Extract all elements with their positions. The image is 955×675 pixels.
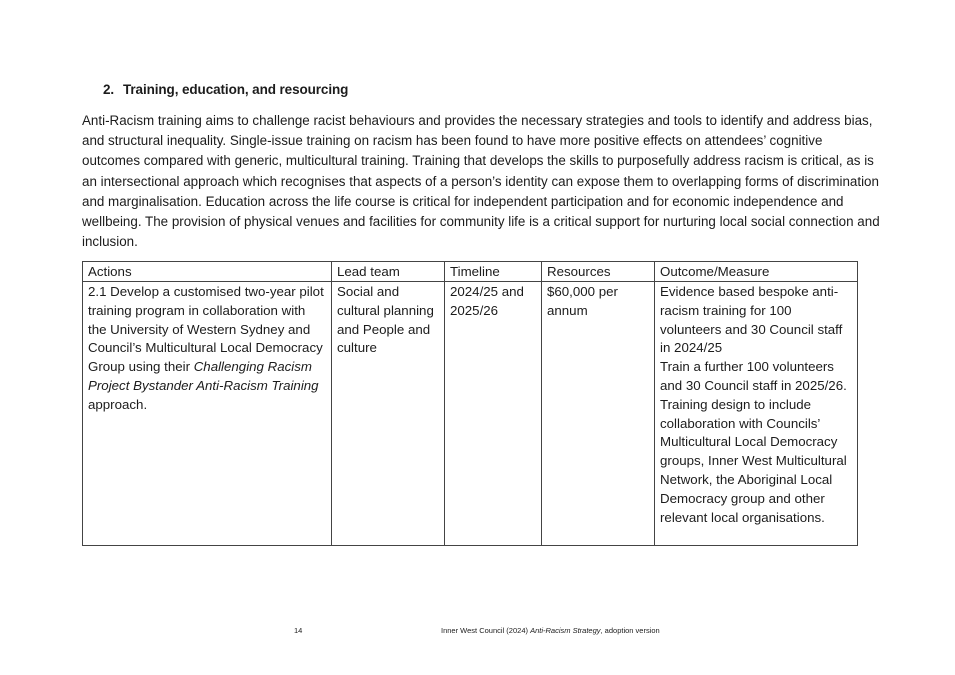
table-header-row <box>83 262 858 282</box>
intro-paragraph: Anti-Racism training aims to challenge racist behaviours and provides the necessary strategies and tools to identify and address bias, and structural inequality. Single-issue training on racism has been found to have more positive effects on attendees’ cognitive outcomes compared with generic, multicultural training. Training that develops the skills to purposefully address racism is critical, as is an intersectional approach which recognises that aspects of a person’s identity can expose them to overlapping forms of discrimination and marginalisation. Education across the life course is critical for independent participation and for economic independence and wellbeing. The provision of physical venues and facilities for community life is a critical support for nurturing local social connection and inclusion. <box>82 113 880 250</box>
cell-timeline: 2024/25 and 2025/26 <box>445 282 542 546</box>
cell-outcome <box>655 282 858 546</box>
header-lead-team: Lead team <box>332 262 445 282</box>
section-number: 2. <box>103 82 115 97</box>
action-program-name: Challenging Racism Project Bystander Anti-Racism Training <box>88 359 319 393</box>
action-text: 2.1 Develop a customised two-year pilot training program in collaboration with the University of Western Sydney and Council’s Multicultural Local Democracy Group using their <box>88 284 324 375</box>
footer-source-prefix: Inner West Council (2024) <box>441 626 531 635</box>
header-timeline: Timeline <box>445 262 542 282</box>
footer-source-suffix: , adoption version <box>600 626 660 635</box>
page-number: 14 <box>294 626 303 635</box>
action-tail: approach. <box>88 396 148 412</box>
header-outcome: Outcome/Measure <box>655 262 858 282</box>
footer-source-title: Anti-Racism Strategy <box>530 626 601 635</box>
table-row <box>83 282 858 546</box>
cell-resources: $60,000 per annum <box>542 282 655 546</box>
cell-lead-team: Social and cultural planning and People and culture <box>332 282 445 546</box>
outcome-second: Train a further 100 volunteers and 30 Council staff in 2025/26. Training design to include collaboration with Councils’ Multicultural Local Democracy groups, Inner West Multicultural Network, the Aboriginal Local Democracy group and other relevant local organisations. <box>660 359 847 525</box>
cell-action <box>83 282 332 546</box>
actions-table <box>82 261 858 546</box>
footer-source <box>441 626 660 635</box>
section-title: Training, education, and resourcing <box>123 82 349 97</box>
header-resources: Resources <box>542 262 655 282</box>
section-heading <box>103 82 348 97</box>
header-actions: Actions <box>83 262 332 282</box>
outcome-first: Evidence based bespoke anti-racism training for 100 volunteers and 30 Council staff in 2024/25 <box>660 284 843 356</box>
